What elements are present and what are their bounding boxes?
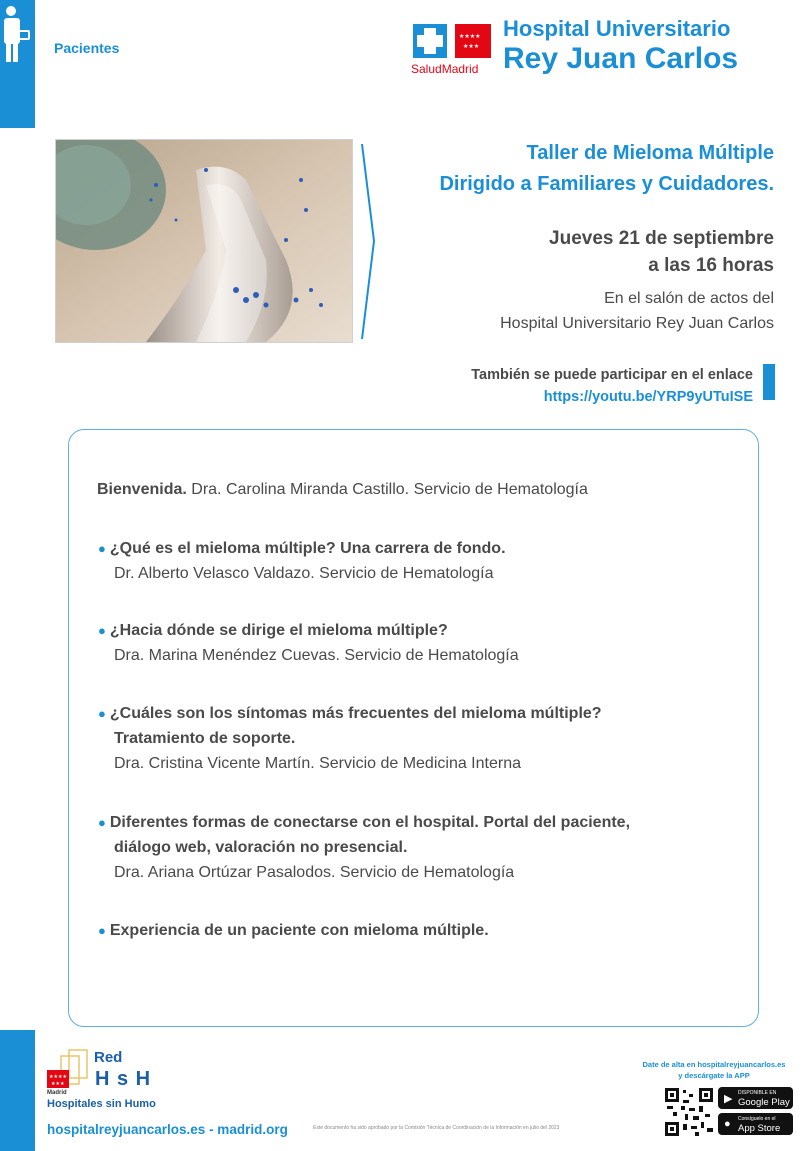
event-date-line2: a las 16 horas — [648, 254, 774, 276]
welcome-line — [97, 481, 588, 499]
youtube-link[interactable]: https://youtu.be/YRP9yUTuISE — [543, 388, 753, 405]
network-madrid: Madrid — [47, 1090, 67, 1096]
hospital-name-line1: Hospital Universitario — [503, 16, 731, 41]
event-illustration — [55, 139, 353, 343]
svg-text:★★★: ★★★ — [51, 1081, 65, 1087]
event-place-line2: Hospital Universitario Rey Juan Carlos — [500, 314, 774, 332]
salud-madrid-logo — [411, 20, 497, 80]
hospital-name-line2: Rey Juan Carlos — [503, 42, 739, 75]
network-name: Hospitales sin Humo — [47, 1098, 156, 1110]
bullet-icon: ● — [98, 815, 106, 830]
event-place — [500, 287, 774, 337]
program-item — [98, 702, 602, 776]
program-item — [98, 537, 506, 587]
bullet-icon: ● — [98, 623, 106, 638]
event-link — [471, 365, 753, 409]
welcome-speaker: Dra. Carolina Miranda Castillo. Servicio de Hematología — [191, 481, 588, 498]
footer-website[interactable]: hospitalreyjuancarlos.es - madrid.org — [47, 1122, 288, 1137]
app-store-badge[interactable] — [718, 1113, 793, 1135]
brand-text: SaludMadrid — [411, 62, 479, 76]
event-link-text: También se puede participar en el enlace — [471, 367, 753, 383]
event-title-line1: Taller de Mieloma Múltiple — [526, 142, 774, 164]
app-store-small: Consíguelo en el — [738, 1116, 776, 1122]
play-icon: ▶ — [724, 1093, 733, 1105]
program-item-title: Diferentes formas de conectarse con el hospital. Portal del paciente, — [109, 814, 631, 831]
event-place-line1: En el salón de actos del — [604, 290, 774, 307]
svg-text:★★★★: ★★★★ — [49, 1074, 67, 1080]
hospital-name — [503, 18, 738, 74]
legal-note: Este documento ha sido aprobado por la Comisión Técnica de Coordinación de la Información en julio del 2023 — [313, 1125, 560, 1131]
link-accent-bar — [763, 364, 775, 400]
hospitales-sin-humo-logo — [47, 1048, 182, 1114]
app-promo — [630, 1060, 798, 1082]
program-item-title: ¿Cuáles son los síntomas más frecuentes del mieloma múltiple? — [109, 705, 602, 722]
top-side-bar — [0, 0, 35, 128]
welcome-label: Bienvenida. — [97, 481, 187, 498]
event-title-line2: Dirigido a Familiares y Cuidadores. — [439, 173, 774, 195]
google-play-small: DISPONIBLE EN — [738, 1090, 777, 1096]
event-date — [549, 226, 774, 280]
google-play-badge[interactable] — [718, 1087, 793, 1109]
program-item — [98, 619, 519, 669]
program-item-speaker: Dra. Cristina Vicente Martín. Servicio de Medicina Interna — [114, 754, 521, 772]
program-item-title: Experiencia de un paciente con mieloma múltiple. — [109, 922, 489, 939]
program-item — [98, 919, 489, 944]
chevron-right-icon — [361, 144, 375, 339]
program-item-title: ¿Hacia dónde se dirige el mieloma múltiple? — [109, 622, 448, 639]
program-item-title-cont: diálogo web, valoración no presencial. — [114, 838, 408, 856]
svg-text:★★★: ★★★ — [463, 44, 480, 50]
program-item-title: ¿Qué es el mieloma múltiple? Una carrera de fondo. — [109, 540, 506, 557]
svg-text:★★★★: ★★★★ — [459, 34, 481, 40]
network-red: Red — [94, 1049, 123, 1066]
event-date-line1: Jueves 21 de septiembre — [549, 228, 774, 249]
app-store-big: App Store — [738, 1123, 781, 1134]
program-item-speaker: Dr. Alberto Velasco Valdazo. Servicio de Hematología — [114, 564, 494, 582]
apple-icon: ● — [724, 1118, 731, 1130]
section-label[interactable]: Pacientes — [54, 40, 120, 56]
google-play-big: Google Play — [738, 1097, 790, 1108]
program-item-speaker: Dra. Ariana Ortúzar Pasalodos. Servicio de Hematología — [114, 863, 515, 881]
bottom-side-bar — [0, 1030, 35, 1151]
app-promo-line2: y descárgate la APP — [678, 1070, 750, 1080]
qr-code[interactable] — [665, 1088, 713, 1136]
event-title — [439, 138, 774, 200]
program-item-title-cont: Tratamiento de soporte. — [114, 729, 296, 747]
bullet-icon: ● — [98, 706, 106, 721]
person-icon — [0, 0, 35, 80]
program-item-speaker: Dra. Marina Menéndez Cuevas. Servicio de Hematología — [114, 646, 519, 664]
bullet-icon: ● — [98, 923, 106, 938]
network-hsh: H s H — [95, 1068, 152, 1090]
app-promo-line1: Date de alta en hospitalreyjuancarlos.es — [642, 1060, 786, 1069]
program-item — [98, 811, 630, 885]
bullet-icon: ● — [98, 541, 106, 556]
